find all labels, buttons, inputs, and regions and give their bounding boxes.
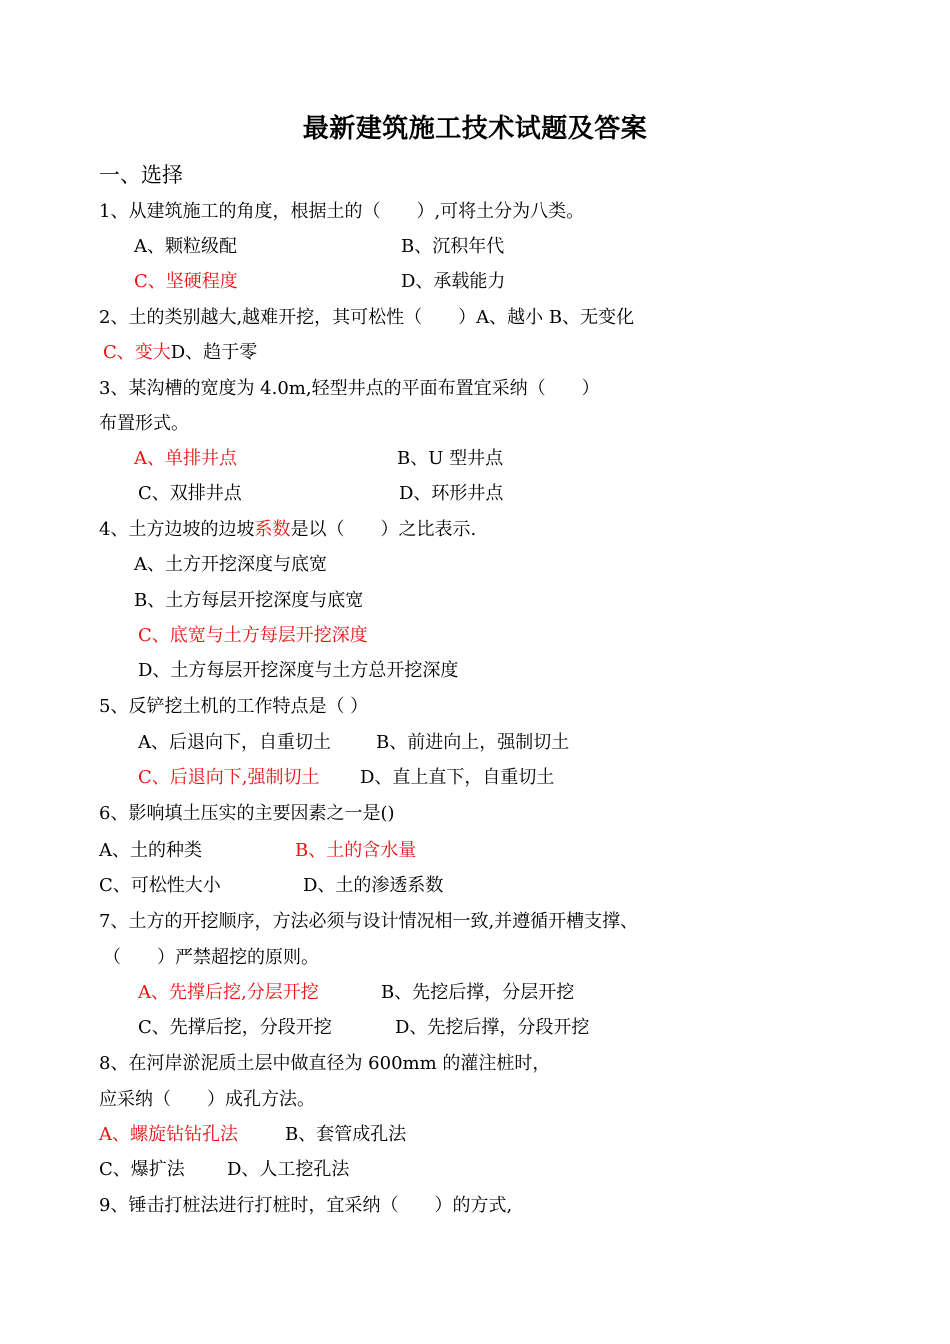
q3-option-a-answer: A、单排井点 bbox=[134, 448, 237, 469]
q3-stem-continued: 布置形式。 bbox=[99, 413, 189, 434]
q9-stem: 9、锤击打桩法进行打桩时，宜采纳（ ）的方式, bbox=[99, 1195, 513, 1216]
q4-stem-highlight: 系数 bbox=[254, 519, 291, 540]
q3-stem: 3、某沟槽的宽度为 4.0m,轻型井点的平面布置宜采纳（ ） bbox=[99, 378, 600, 399]
q2-stem: 2、土的类别越大,越难开挖，其可松性（ ）A、越小 B、无变化 bbox=[99, 307, 635, 328]
q5-option-b: B、前进向上，强制切土 bbox=[376, 732, 570, 753]
q2-options-line bbox=[103, 341, 257, 365]
q7-option-a-answer: A、先撑后挖,分层开挖 bbox=[138, 982, 319, 1003]
q8-option-a-answer: A、螺旋钻钻孔法 bbox=[99, 1124, 238, 1145]
q1-option-d: D、承载能力 bbox=[401, 271, 506, 292]
q5-option-d: D、直上直下，自重切土 bbox=[360, 767, 555, 788]
q4-stem-post: 是以（ ）之比表示. bbox=[290, 519, 477, 540]
q4-option-b: B、土方每层开挖深度与底宽 bbox=[134, 590, 364, 611]
q2-option-d: D、趋于零 bbox=[170, 342, 258, 363]
q6-option-c: C、可松性大小 bbox=[99, 875, 221, 896]
q2-option-c-answer: C、变大 bbox=[103, 342, 171, 363]
q4-stem bbox=[99, 518, 476, 542]
q1-option-a: A、颗粒级配 bbox=[134, 236, 237, 257]
q5-option-c-answer: C、后退向下,强制切土 bbox=[138, 767, 320, 788]
q1-option-b: B、沉积年代 bbox=[401, 236, 505, 257]
q4-option-a: A、土方开挖深度与底宽 bbox=[134, 554, 327, 575]
q5-option-a: A、后退向下，自重切土 bbox=[138, 732, 331, 753]
q3-option-b: B、U 型井点 bbox=[397, 448, 504, 469]
section-heading: 一、选择 bbox=[99, 163, 183, 187]
q4-option-d: D、土方每层开挖深度与土方总开挖深度 bbox=[138, 660, 459, 681]
q5-stem: 5、反铲挖土机的工作特点是（ ） bbox=[99, 696, 369, 717]
q7-stem-continued: （ ）严禁超挖的原则。 bbox=[103, 947, 319, 968]
q7-option-d: D、先挖后撑，分段开挖 bbox=[395, 1017, 590, 1038]
document-title: 最新建筑施工技术试题及答案 bbox=[302, 114, 648, 144]
q4-option-c-answer: C、底宽与土方每层开挖深度 bbox=[138, 625, 368, 646]
q7-stem: 7、土方的开挖顺序，方法必须与设计情况相一致,并遵循开槽支撑、 bbox=[99, 911, 639, 932]
q3-option-d: D、环形井点 bbox=[399, 483, 504, 504]
q6-option-b-answer: B、土的含水量 bbox=[295, 840, 417, 861]
q6-stem: 6、影响填土压实的主要因素之一是() bbox=[99, 803, 395, 824]
q1-stem: 1、从建筑施工的角度，根据土的（ ）,可将土分为八类。 bbox=[99, 201, 585, 222]
q3-option-c: C、双排井点 bbox=[138, 483, 242, 504]
q7-option-c: C、先撑后挖，分段开挖 bbox=[138, 1017, 332, 1038]
q8-stem: 8、在河岸淤泥质土层中做直径为 600mm 的灌注桩时， bbox=[99, 1053, 551, 1074]
q6-option-d: D、土的渗透系数 bbox=[303, 875, 444, 896]
q8-option-c: C、爆扩法 bbox=[99, 1159, 185, 1180]
q7-option-b: B、先挖后撑，分层开挖 bbox=[381, 982, 575, 1003]
q1-option-c-answer: C、坚硬程度 bbox=[134, 271, 238, 292]
q8-option-d: D、人工挖孔法 bbox=[227, 1159, 350, 1180]
q4-stem-pre: 4、土方边坡的边坡 bbox=[99, 519, 255, 540]
q8-stem-continued: 应采纳（ ）成孔方法。 bbox=[99, 1089, 315, 1110]
q6-option-a: A、土的种类 bbox=[99, 840, 202, 861]
q8-option-b: B、套管成孔法 bbox=[285, 1124, 407, 1145]
